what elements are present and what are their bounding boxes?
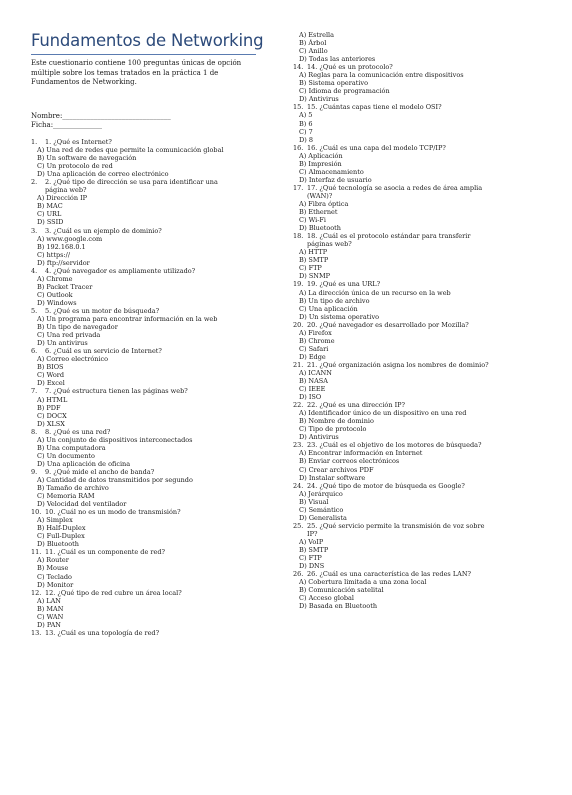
question-number: 23.: [293, 441, 304, 450]
question-label: 15. ¿Cuántas capas tiene el modelo OSI?: [307, 103, 442, 112]
question-label: 1. ¿Qué es Internet?: [45, 138, 112, 146]
question-label: 20. ¿Qué navegador es desarrollado por Mozilla?: [307, 320, 469, 329]
question-number: 13.: [31, 628, 42, 637]
question-text: [31, 267, 276, 275]
question-item: [31, 428, 276, 468]
answer-option[interactable]: A) Firefox: [299, 328, 332, 337]
question-text: [293, 361, 543, 369]
question-label: 6. ¿Cuál es un servicio de Internet?: [45, 347, 162, 356]
answer-option[interactable]: C) Una aplicación: [299, 304, 358, 313]
question-label: 19. ¿Qué es una URL?: [307, 280, 381, 289]
answer-option[interactable]: B) Chrome: [299, 336, 335, 345]
title-underline: [31, 54, 256, 55]
question-label: 13. ¿Cuál es una topología de red?: [45, 628, 160, 637]
question-number: 4.: [31, 266, 38, 275]
answer-option[interactable]: C) Almacenamiento: [299, 167, 364, 176]
answer-option[interactable]: A) Router: [37, 556, 69, 565]
answer-option[interactable]: A) 5: [299, 111, 313, 120]
question-item: [293, 361, 543, 401]
question-item: [31, 347, 276, 387]
answer-option[interactable]: B) Packet Tracer: [37, 282, 93, 291]
question-text-continued: página web?: [45, 186, 87, 195]
question-number: 3.: [31, 226, 38, 235]
answer-option[interactable]: D) Windows: [37, 298, 77, 307]
question-number: 2.: [31, 178, 38, 187]
answer-option[interactable]: C) Tipo de protocolo: [299, 425, 367, 434]
question-text: [293, 441, 543, 449]
answer-option[interactable]: D) Generalista: [299, 513, 347, 522]
question-text: [31, 347, 276, 355]
question-item: [293, 232, 543, 280]
answer-option[interactable]: C) Safari: [299, 344, 329, 353]
answer-option[interactable]: A) Cobertura limitada a una zona local: [299, 578, 427, 587]
answer-option[interactable]: D) Antivirus: [299, 433, 339, 442]
answer-option[interactable]: B) PDF: [37, 403, 61, 412]
answer-option[interactable]: D) Velocidad del ventilador: [37, 500, 127, 509]
question-number: 19.: [293, 280, 304, 289]
question-item: [293, 522, 543, 570]
answer-option[interactable]: A) Encontrar información en Internet: [299, 449, 423, 458]
question-label: 16. ¿Cuál es una capa del modelo TCP/IP?: [307, 143, 446, 152]
question-label: 26. ¿Cuál es una característica de las redes LAN?: [307, 570, 471, 579]
question-text-continued: (WAN)?: [307, 191, 333, 200]
answer-option[interactable]: D) Excel: [37, 379, 65, 388]
answer-option[interactable]: C) Wi-Fi: [299, 216, 327, 225]
answer-option[interactable]: D) ftp://servidor: [37, 258, 90, 267]
question-text: [293, 144, 543, 152]
answer-option[interactable]: D) Monitor: [37, 580, 74, 589]
question-label: 11. ¿Cuál es un componente de red?: [45, 548, 165, 557]
answer-option[interactable]: B) Ethernet: [299, 208, 338, 217]
answer-option[interactable]: A) ICANN: [299, 368, 332, 377]
answer-option[interactable]: C) Una red privada: [37, 331, 101, 340]
answer-option[interactable]: C) https://: [37, 250, 71, 259]
answer-option[interactable]: B) Un tipo de navegador: [37, 323, 118, 332]
question-text: [293, 401, 543, 409]
answer-option[interactable]: B) BIOS: [37, 363, 64, 372]
answer-option[interactable]: A) Chrome: [37, 274, 73, 283]
answer-option[interactable]: C) FTP: [299, 554, 322, 563]
answer-option[interactable]: C) Idioma de programación: [299, 87, 390, 96]
answer-option[interactable]: A) Correo electrónico: [37, 355, 109, 364]
question-number: 12.: [31, 588, 42, 597]
question-item: [293, 321, 543, 361]
question-number: 26.: [293, 570, 304, 579]
question-label: 18. ¿Cuál es el protocolo estándar para transferir: [307, 232, 471, 241]
question-text: [31, 508, 276, 516]
answer-option[interactable]: B) Visual: [299, 497, 329, 506]
question-item: [31, 387, 276, 427]
question-text: [293, 232, 543, 240]
answer-option[interactable]: B) Sistema operativo: [299, 79, 368, 88]
question-item: [31, 629, 276, 637]
question-item: [293, 103, 543, 143]
question-text: [31, 589, 276, 597]
answer-option[interactable]: D) SSID: [37, 218, 64, 227]
answer-option[interactable]: D) Bluetooth: [37, 540, 79, 549]
answer-option[interactable]: B) SMTP: [299, 256, 329, 265]
ficha-field[interactable]: Ficha:______________: [31, 121, 103, 129]
question-number: 14.: [293, 63, 304, 72]
question-item: [31, 178, 276, 226]
question-text: [31, 629, 276, 637]
question-number: 15.: [293, 103, 304, 112]
answer-option[interactable]: D) Instalar software: [299, 473, 366, 482]
answer-option[interactable]: B) Comunicación satelital: [299, 586, 384, 595]
answer-option[interactable]: C) Crear archivos PDF: [299, 465, 374, 474]
question-item: [293, 280, 543, 320]
answer-option[interactable]: D) 8: [299, 135, 313, 144]
answer-option[interactable]: B) Nombre de dominio: [299, 417, 374, 426]
answer-option[interactable]: C) Full-Duplex: [37, 532, 85, 541]
question-item: [31, 548, 276, 588]
question-number: 17.: [293, 183, 304, 192]
answer-option[interactable]: D) Antivirus: [299, 95, 339, 104]
question-text: [31, 548, 276, 556]
question-text: [31, 138, 276, 146]
answer-option[interactable]: A) Un conjunto de dispositivos interconectados: [37, 435, 193, 444]
answer-option[interactable]: D) SNMP: [299, 272, 330, 281]
answer-option[interactable]: A) HTML: [37, 395, 68, 404]
question-item: [31, 307, 276, 347]
question-label: 24. ¿Qué tipo de motor de búsqueda es Google?: [307, 481, 465, 490]
question-item: [293, 441, 543, 481]
question-item: [293, 63, 543, 103]
question-text: [293, 321, 543, 329]
question-item: [31, 468, 276, 508]
answer-option[interactable]: C) Anillo: [299, 47, 328, 56]
answer-option[interactable]: B) NASA: [299, 377, 328, 386]
answer-option[interactable]: C) Teclado: [37, 572, 72, 581]
question-number: 21.: [293, 360, 304, 369]
answer-option[interactable]: D) Un antivirus: [37, 339, 88, 348]
question-item: [31, 227, 276, 267]
intro-paragraph: Este cuestionario contiene 100 preguntas únicas de opción múltiple sobre los temas tratados en la práctica 1 de Fundamentos de Networking.: [31, 59, 242, 86]
question-text: [31, 468, 276, 476]
question-number: 25.: [293, 521, 304, 530]
question-item: [293, 144, 543, 184]
question-label: 22. ¿Qué es una dirección IP?: [307, 401, 406, 410]
answer-option[interactable]: A) Reglas para la comunicación entre dispositivos: [299, 71, 464, 80]
answer-option[interactable]: B) Un tipo de archivo: [299, 296, 370, 305]
answer-option[interactable]: D) Basada en Bluetooth: [299, 602, 378, 611]
answer-option[interactable]: B) 6: [299, 119, 313, 128]
answer-option[interactable]: D) DNS: [299, 562, 325, 571]
question-column-right: [293, 31, 543, 610]
question-number: 11.: [31, 548, 42, 557]
answer-option[interactable]: C) URL: [37, 210, 62, 219]
answer-option[interactable]: A) Dirección IP: [37, 194, 88, 203]
answer-option[interactable]: A) Aplicación: [299, 151, 343, 160]
answer-option[interactable]: C) Acceso global: [299, 594, 354, 603]
answer-option[interactable]: A) Estrella: [299, 31, 334, 39]
question-item: [31, 589, 276, 629]
question-text: [31, 387, 276, 395]
question-label: 17. ¿Qué tecnología se asocia a redes de área amplia: [307, 183, 483, 192]
question-number: 16.: [293, 143, 304, 152]
answer-option[interactable]: B) SMTP: [299, 546, 329, 554]
question-text-continued: IP?: [307, 529, 318, 538]
answer-option[interactable]: A) Una red de redes que permite la comunicación global: [37, 146, 224, 155]
answer-option[interactable]: D) Un sistema operativo: [299, 312, 380, 321]
answer-option[interactable]: D) ISO: [299, 393, 322, 402]
question-text: [293, 522, 543, 530]
answer-option[interactable]: A) LAN: [37, 596, 61, 605]
answer-option[interactable]: B) Mouse: [37, 564, 69, 573]
question-label: 3. ¿Cuál es un ejemplo de dominio?: [45, 226, 162, 235]
answer-option[interactable]: C) Word: [37, 371, 64, 380]
answer-option[interactable]: C) DOCX: [37, 411, 67, 420]
question-number: 22.: [293, 401, 304, 410]
answer-option[interactable]: B) Impresión: [299, 159, 342, 168]
answer-option[interactable]: A) La dirección única de un recurso en la web: [299, 288, 451, 297]
answer-option[interactable]: C) Semántico: [299, 505, 344, 514]
answer-option[interactable]: B) 192.168.0.1: [37, 242, 86, 251]
question-item: [31, 508, 276, 548]
answer-option[interactable]: A) HTTP: [299, 248, 328, 257]
answer-option[interactable]: B) MAN: [37, 604, 64, 613]
answer-option[interactable]: A) Jerárquico: [299, 489, 343, 498]
answer-option[interactable]: B) Árbol: [299, 39, 327, 48]
question-number: 7.: [31, 387, 38, 396]
question-number: 5.: [31, 306, 38, 315]
answer-option[interactable]: C) Memoria RAM: [37, 492, 95, 501]
question-label: 2. ¿Qué tipo de dirección se usa para identificar una: [45, 178, 218, 187]
question-text: [31, 428, 276, 436]
answer-option[interactable]: D) Interfaz de usuario: [299, 175, 372, 184]
question-number: 9.: [31, 467, 38, 476]
question-label: 14. ¿Qué es un protocolo?: [307, 63, 393, 72]
answer-option[interactable]: A) Simplex: [37, 516, 73, 525]
answer-option[interactable]: C) Un documento: [37, 451, 95, 460]
answer-option[interactable]: C) IEEE: [299, 385, 326, 394]
question-number: 24.: [293, 481, 304, 490]
answer-option[interactable]: B) Tamaño de archivo: [37, 484, 109, 493]
question-number: 6.: [31, 347, 38, 356]
answer-option[interactable]: D) PAN: [37, 620, 61, 629]
question-item: [293, 570, 543, 610]
question-number: 8.: [31, 427, 38, 436]
question-column-left: [31, 138, 276, 637]
answer-option[interactable]: D) Edge: [299, 352, 326, 361]
question-item: [31, 138, 276, 178]
question-label: 25. ¿Qué servicio permite la transmisión de voz sobre: [307, 521, 485, 530]
question-label: 8. ¿Qué es una red?: [45, 427, 111, 436]
answer-option[interactable]: D) Una aplicación de oficina: [37, 459, 131, 468]
question-text: [293, 63, 543, 71]
question-label: 9. ¿Qué mide el ancho de banda?: [45, 467, 155, 476]
answer-option[interactable]: B) MAC: [37, 202, 63, 211]
answer-option[interactable]: C) Un protocolo de red: [37, 162, 113, 171]
question-label: 4. ¿Qué navegador es ampliamente utilizado?: [45, 266, 196, 275]
question-label: 21. ¿Qué organización asigna los nombres de dominio?: [307, 360, 489, 369]
answer-option[interactable]: A) Un programa para encontrar información en la web: [37, 315, 218, 324]
answer-option[interactable]: D) Bluetooth: [299, 224, 341, 233]
question-label: 23. ¿Cuál es el objetivo de los motores de búsqueda?: [307, 441, 482, 450]
question-item: [31, 267, 276, 307]
page-title: Fundamentos de Networking: [31, 31, 264, 50]
answer-option[interactable]: B) Una computadora: [37, 443, 106, 452]
answer-option[interactable]: C) WAN: [37, 612, 64, 621]
answer-option[interactable]: A) VoIP: [299, 537, 324, 546]
question-text: [293, 184, 543, 192]
answer-option[interactable]: A) Identificador único de un dispositivo en una red: [299, 409, 467, 418]
question-number: 10.: [31, 508, 42, 517]
question-text: [293, 570, 543, 578]
answer-option[interactable]: C) Outlook: [37, 290, 73, 299]
answer-option[interactable]: D) Una aplicación de correo electrónico: [37, 170, 169, 179]
question-text: [293, 280, 543, 288]
question-text: [31, 307, 276, 315]
nombre-field[interactable]: Nombre:_______________________________: [31, 112, 171, 120]
answer-option[interactable]: C) 7: [299, 127, 313, 136]
answer-option[interactable]: D) Todas las anteriores: [299, 55, 376, 64]
answer-option[interactable]: B) Enviar correos electrónicos: [299, 457, 400, 466]
question-number: 18.: [293, 232, 304, 241]
answer-option[interactable]: A) Cantidad de datos transmitidos por segundo: [37, 475, 193, 484]
answer-option[interactable]: C) FTP: [299, 264, 322, 273]
question-number: 1.: [31, 138, 38, 146]
question-item: [293, 482, 543, 522]
question-text: [31, 227, 276, 235]
question-text: [293, 103, 543, 111]
answer-option[interactable]: A) www.google.com: [37, 234, 103, 243]
answer-option[interactable]: B) Half-Duplex: [37, 524, 86, 533]
question-text: [31, 178, 276, 186]
question-text: [293, 482, 543, 490]
question-label: 10. ¿Cuál no es un modo de transmisión?: [45, 508, 181, 517]
question-item: [293, 401, 543, 441]
question-label: 5. ¿Qué es un motor de búsqueda?: [45, 306, 160, 315]
question-label: 12. ¿Qué tipo de red cubre un área local?: [45, 588, 182, 597]
question-item: [293, 184, 543, 232]
answer-option[interactable]: B) Un software de navegación: [37, 154, 137, 163]
question-label: 7. ¿Qué estructura tienen las páginas web?: [45, 387, 188, 396]
answer-option[interactable]: D) XLSX: [37, 419, 65, 428]
question-text-continued: páginas web?: [307, 240, 352, 249]
question-number: 20.: [293, 320, 304, 329]
answer-option[interactable]: A) Fibra óptica: [299, 199, 349, 208]
